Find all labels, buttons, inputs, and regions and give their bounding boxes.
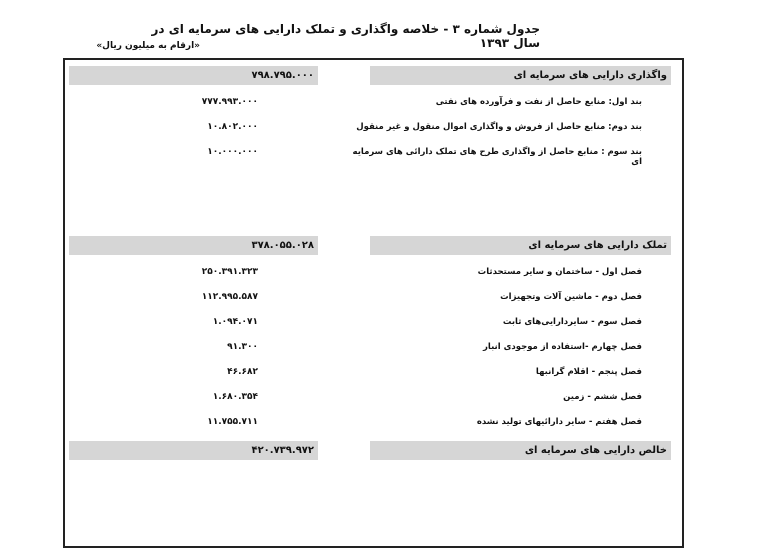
- disposal-row-value: ۱۰.۰۰۰.۰۰۰: [207, 147, 258, 157]
- acquisition-row-label: فصل هفتم - سایر دارائیهای تولید نشده: [476, 417, 642, 427]
- acquisition-row-label: فصل چهارم -استفاده از موجودی انبار: [482, 342, 642, 352]
- acquisition-row-value: ۱.۶۸۰.۳۵۴: [212, 392, 258, 402]
- disposal-total: ۷۹۸.۷۹۵.۰۰۰: [69, 66, 318, 85]
- disposal-row-label: بند اول: منابع حاصل از نفت و فرآورده های نفتی: [435, 97, 642, 107]
- acquisition-row-value: ۹۱.۳۰۰: [227, 342, 258, 352]
- unit-note: «ارقام به میلیون ریال»: [96, 41, 200, 51]
- acquisition-row-label: فصل ششم - زمین: [563, 392, 642, 402]
- acquisition-row-value: ۲۵۰.۳۹۱.۳۲۳: [201, 267, 258, 277]
- disposal-row-label: بند سوم : منابع حاصل از واگذاری طرح های تملک دارائی های سرمایه ای: [352, 147, 642, 167]
- acquisition-row-value: ۱۱۲.۹۹۵.۵۸۷: [201, 292, 258, 302]
- acquisition-row-label: فصل اول - ساختمان و سایر مستحدثات: [477, 267, 642, 277]
- acquisition-row-value: ۱۱.۷۵۵.۷۱۱: [207, 417, 258, 427]
- disposal-row-label: بند دوم: منابع حاصل از فروش و واگذاری اموال منقول و غیر منقول: [356, 122, 642, 132]
- acquisition-total: ۳۷۸.۰۵۵.۰۲۸: [69, 236, 318, 255]
- disposal-row-value: ۱۰.۸۰۲.۰۰۰: [207, 122, 258, 132]
- net-header: خالص دارایی های سرمایه ای: [370, 441, 671, 460]
- net-total: ۴۲۰.۷۳۹.۹۷۲: [69, 441, 318, 460]
- acquisition-row-label: فصل پنجم - اقلام گرانبها: [535, 367, 642, 377]
- disposal-header: واگذاری دارایی های سرمایه ای: [370, 66, 671, 85]
- acquisition-row-label: فصل سوم - سایردارایی‌های ثابت: [502, 317, 642, 327]
- acquisition-row-value: ۴۶.۶۸۲: [227, 367, 258, 377]
- page-title: جدول شماره ۳ - خلاصه واگذاری و تملک دارایی های سرمایه ای در سال ۱۳۹۳: [151, 22, 540, 50]
- acquisition-header: تملک دارایی های سرمایه ای: [370, 236, 671, 255]
- acquisition-row-label: فصل دوم - ماشین آلات وتجهیزات: [500, 292, 642, 302]
- acquisition-row-value: ۱.۰۹۴.۰۷۱: [212, 317, 258, 327]
- disposal-row-value: ۷۷۷.۹۹۳.۰۰۰: [201, 97, 258, 107]
